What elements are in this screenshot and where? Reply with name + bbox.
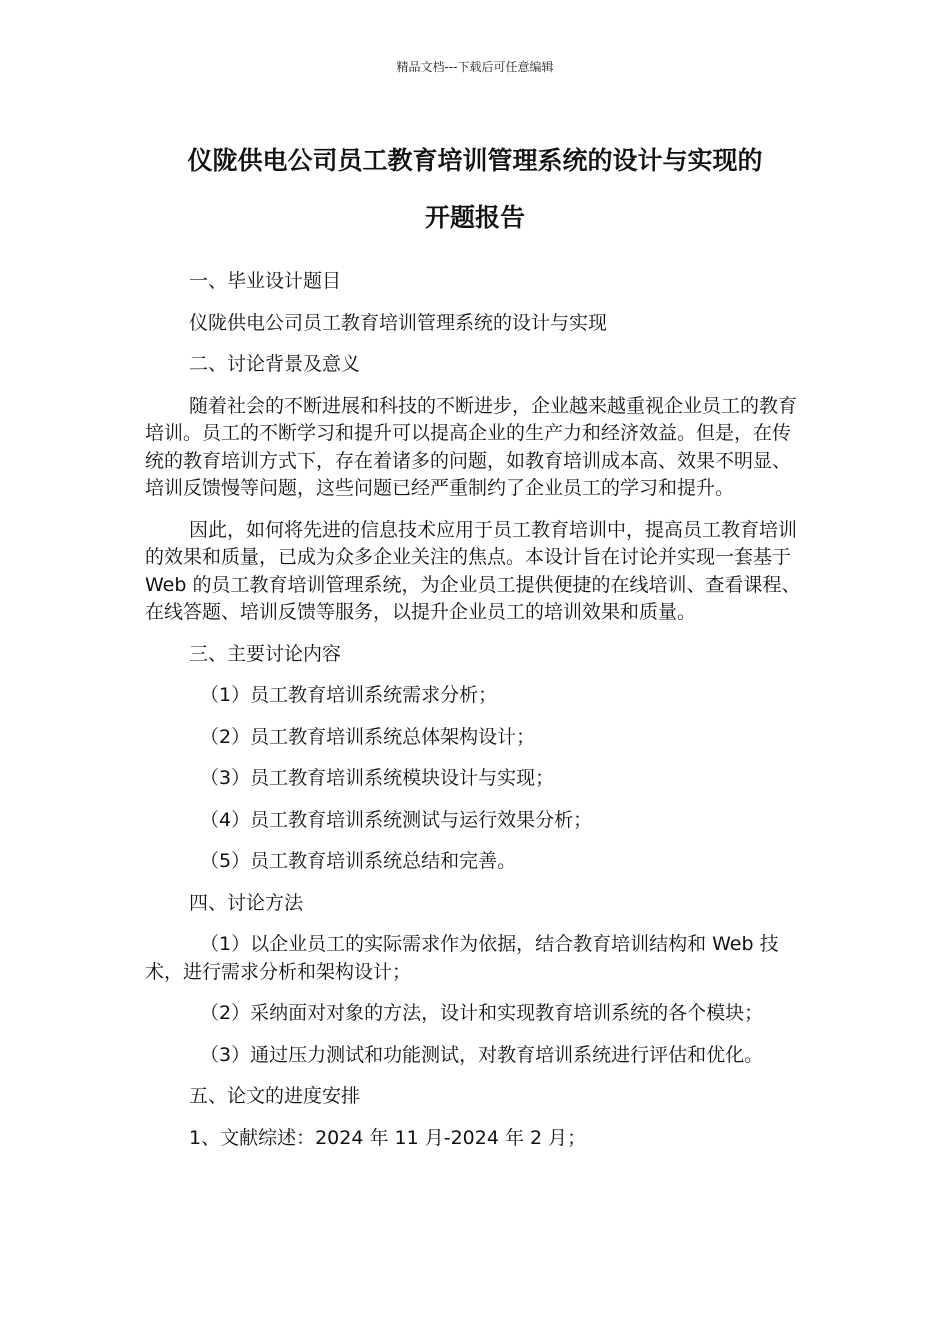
document-title-line-1: 仪陇供电公司员工教育培训管理系统的设计与实现的: [187, 146, 763, 175]
section-4-item: （3）通过压力测试和功能测试，对教育培训系统进行评估和优化。: [200, 1043, 764, 1066]
section-3-item: （4）员工教育培训系统测试与运行效果分析；: [200, 808, 593, 831]
section-1-heading: 一、毕业设计题目: [189, 270, 342, 292]
document-title: [140, 132, 810, 246]
section-3-item: （1）员工教育培训系统需求分析；: [200, 684, 498, 706]
section-2-paragraph-2: 因此，如何将先进的信息技术应用于员工教育培训中，提高员工教育培训的效果和质量，已成为众多企业关注的焦点。本设计旨在讨论并实现一套基于 Web 的员工教育培训管理系统，为企业员工提供便捷的在线培训、查看课程、在线答题、培训反馈等服务，以提升企业员工的培训效果和质量。: [145, 518, 801, 623]
section-3-heading: 三、主要讨论内容: [189, 642, 342, 665]
section-5-item: 1、文献综述：2024 年 11 月-2024 年 2 月；: [189, 1126, 587, 1149]
section-2-paragraph-1: 随着社会的不断进展和科技的不断进步，企业越来越重视企业员工的教育培训。员工的不断学习和提升可以提高企业的生产力和经济效益。但是，在传统的教育培训方式下，存在着诸多的问题，如教育培训成本高、效果不明显、培训反馈慢等问题，这些问题已经严重制约了企业员工的学习和提升。: [145, 394, 798, 499]
section-4-item: （2）采纳面对对象的方法，设计和实现教育培训系统的各个模块；: [200, 1002, 764, 1024]
section-1-text: 仪陇供电公司员工教育培训管理系统的设计与实现: [189, 311, 608, 334]
page-header-note: 精品文档---下载后可任意编辑: [396, 60, 554, 74]
document-body: [145, 268, 805, 1166]
section-3-item: （2）员工教育培训系统总体架构设计；: [200, 725, 536, 748]
section-5-heading: 五、论文的进度安排: [189, 1085, 361, 1107]
section-4-heading: 四、讨论方法: [189, 891, 304, 914]
section-2-heading: 二、讨论背景及意义: [189, 353, 361, 375]
section-4-item: （1）以企业员工的实际需求作为依据，结合教育培训结构和 Web 技术，进行需求分析和架构设计；: [145, 933, 779, 983]
document-title-line-2: 开题报告: [424, 203, 525, 232]
section-3-item: （3）员工教育培训系统模块设计与实现；: [200, 767, 555, 789]
section-3-item: （5）员工教育培训系统总结和完善。: [200, 850, 517, 872]
